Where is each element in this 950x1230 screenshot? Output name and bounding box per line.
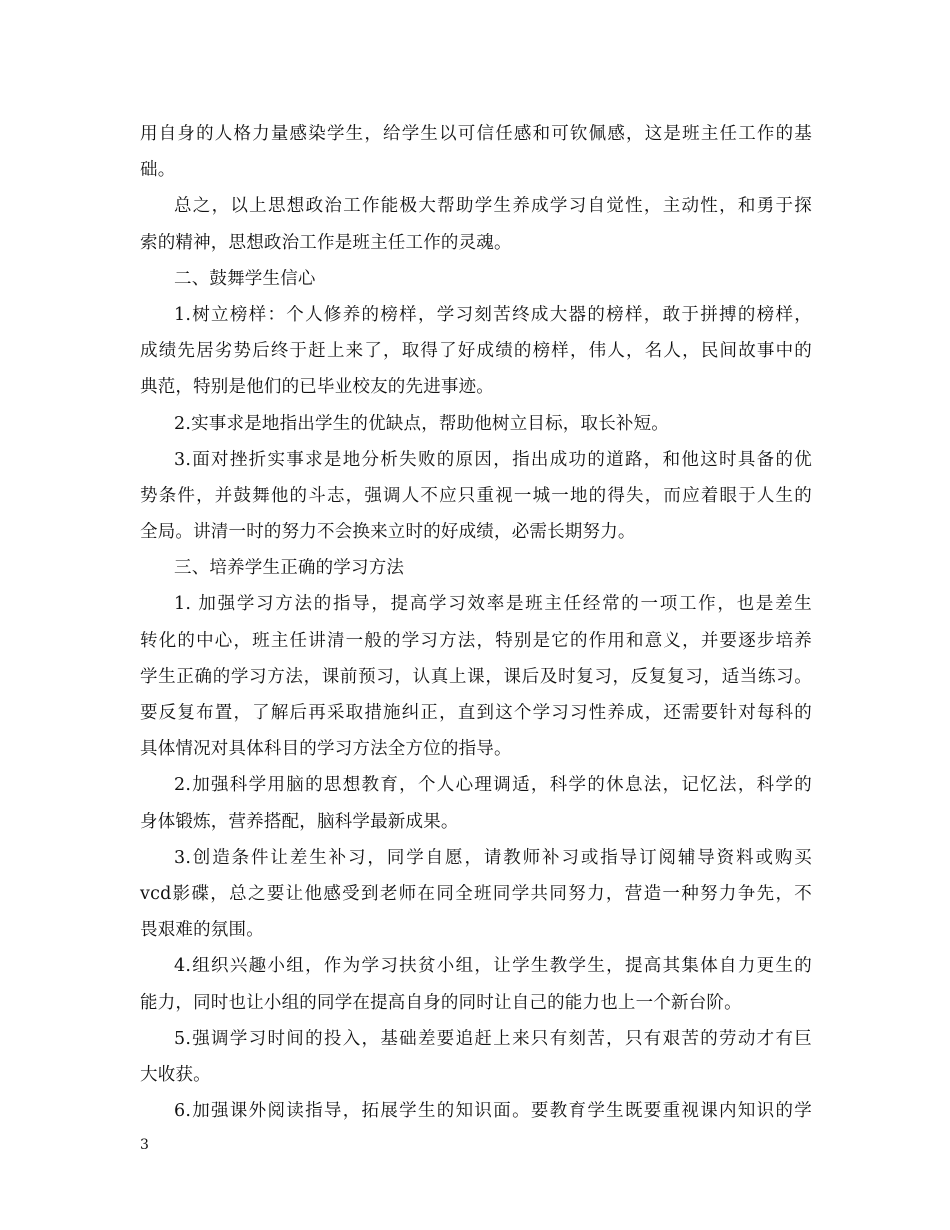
section-heading: 二、鼓舞学生信心 (174, 268, 316, 289)
paragraph-start-line: 1.树立榜样：个人修养的榜样，学习刻苦终成大器的榜样，敢于拼搏的榜样， (174, 304, 812, 325)
text-line: 学生正确的学习方法，课前预习，认真上课，课后及时复习，反复复习，适当练习。 (140, 666, 812, 687)
paragraph-start-line: 2.实事求是地指出学生的优缺点，帮助他树立目标，取长补短。 (174, 413, 669, 434)
paragraph-start-line: 5.强调学习时间的投入，基础差要追赶上来只有刻苦，只有艰苦的劳动才有巨 (174, 1028, 812, 1049)
text-line: 成绩先居劣势后终于赶上来了，取得了好成绩的榜样，伟人，名人，民间故事中的 (140, 341, 812, 362)
page-number: 3 (140, 1137, 149, 1153)
text-line: vcd影碟，总之要让他感受到老师在同全班同学共同努力，营造一种努力争先，不 (140, 883, 812, 904)
text-line: 具体情况对具体科目的学习方法全方位的指导。 (140, 739, 512, 760)
text-line: 势条件，并鼓舞他的斗志，强调人不应只重视一城一地的得失，而应着眼于人生的 (140, 485, 812, 506)
text-line: 础。 (140, 160, 176, 181)
text-line: 畏艰难的氛围。 (140, 920, 264, 941)
text-line: 用自身的人格力量感染学生，给学生以可信任感和可钦佩感，这是班主任工作的基 (140, 124, 812, 144)
text-line: 要反复布置，了解后再采取措施纠正，直到这个学习习性养成，还需要针对每科的 (140, 703, 812, 723)
section-heading: 三、培养学生正确的学习方法 (174, 558, 405, 579)
text-line: 全局。讲清一时的努力不会换来立时的好成绩，必需长期努力。 (140, 522, 636, 543)
text-line: 能力，同时也让小组的同学在提高自身的同时让自己的能力也上一个新台阶。 (140, 992, 742, 1013)
text-line: 大收获。 (140, 1064, 211, 1085)
paragraph-start-line: 总之，以上思想政治工作能极大帮助学生养成学习自觉性，主动性，和勇于探 (174, 196, 812, 217)
text-line: 身体锻炼，营养搭配，脑科学最新成果。 (140, 811, 459, 832)
text-line: 索的精神，思想政治工作是班主任工作的灵魂。 (140, 232, 512, 253)
text-line: 转化的中心，班主任讲清一般的学习方法，特别是它的作用和意义，并要逐步培养 (140, 630, 812, 651)
paragraph-start-line: 2.加强科学用脑的思想教育，个人心理调适，科学的休息法，记忆法，科学的 (174, 775, 812, 796)
paragraph-start-line: 3.面对挫折实事求是地分析失败的原因，指出成功的道路，和他这时具备的优 (174, 449, 812, 470)
paragraph-start-line: 4.组织兴趣小组，作为学习扶贫小组，让学生教学生，提高其集体自力更生的 (174, 956, 812, 977)
document-body (140, 116, 812, 1129)
text-line: 典范，特别是他们的已毕业校友的先进事迹。 (140, 377, 494, 398)
paragraph-start-line: 1. 加强学习方法的指导，提高学习效率是班主任经常的一项工作，也是差生 (174, 594, 812, 615)
paragraph-start-line: 3.创造条件让差生补习，同学自愿，请教师补习或指导订阅辅导资料或购买 (174, 847, 812, 868)
paragraph-start-line: 6.加强课外阅读指导，拓展学生的知识面。要教育学生既要重视课内知识的学 (174, 1101, 812, 1122)
